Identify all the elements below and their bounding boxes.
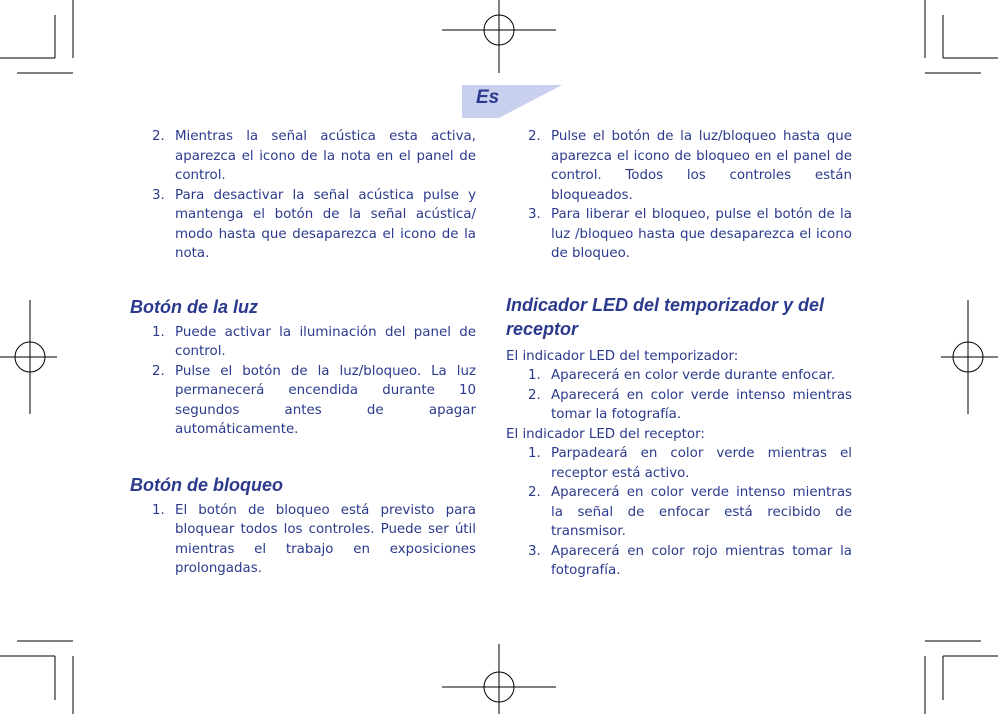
list-item	[506, 542, 852, 581]
list-number: 3.	[152, 187, 165, 203]
list-item	[130, 362, 476, 440]
list-number: 3.	[528, 207, 541, 222]
list-text: Aparecerá en color verde durante enfocar.	[551, 368, 836, 383]
list-text: Aparecerá en color verde intenso mientras la señal de enfocar está recibido de transmisor.	[551, 485, 852, 539]
list-item	[506, 366, 852, 386]
list-number: 1.	[528, 446, 541, 461]
list-number: 2.	[152, 363, 165, 379]
list-number: 1.	[152, 502, 165, 518]
section-heading-led: Indicador LED del temporizador y del receptor	[506, 294, 825, 339]
list-item	[130, 127, 476, 186]
list-item	[130, 323, 476, 362]
list-text: Parpadeará en color verde mientras el receptor está activo.	[551, 446, 852, 481]
list-number: 2.	[528, 485, 541, 500]
list-number: 1.	[152, 324, 165, 340]
list-text: El botón de bloqueo está previsto para bloquear todos los controles. Puede ser útil mientras el trabajo en exposiciones prolongadas.	[175, 502, 476, 576]
left-column	[130, 127, 476, 579]
list-number: 2.	[528, 387, 541, 403]
list-text: Puede activar la iluminación del panel de control.	[175, 324, 476, 359]
list-text: Pulse el botón de la luz/bloqueo. La luz permanecerá encendida durante 10 segundos antes de apagar automáticamente.	[175, 363, 476, 437]
list-item	[506, 483, 852, 542]
list-item	[130, 501, 476, 579]
right-column	[506, 127, 852, 581]
list-number: 2.	[152, 129, 165, 144]
list-text: Para liberar el bloqueo, pulse el botón de la luz /bloqueo hasta que desaparezca el icono de bloqueo.	[551, 207, 852, 261]
section-heading-luz: Botón de la luz	[130, 296, 258, 317]
list-item	[506, 127, 852, 205]
section-heading-bloqueo: Botón de bloqueo	[130, 474, 283, 495]
list-item	[130, 186, 476, 264]
language-tab-label: Es	[476, 87, 500, 108]
list-number: 2.	[528, 129, 541, 144]
list-item	[506, 205, 852, 264]
list-number: 1.	[528, 368, 541, 383]
list-item	[506, 444, 852, 483]
list-text: Mientras la señal acústica esta activa, aparezca el icono de la nota en el panel de control.	[175, 129, 476, 183]
receiver-lead-text: El indicador LED del receptor:	[506, 426, 705, 442]
list-item	[506, 386, 852, 425]
list-text: Aparecerá en color verde intenso mientras tomar la fotografía.	[551, 387, 852, 422]
list-text: Pulse el botón de la luz/bloqueo hasta que aparezca el icono de bloqueo en el panel de control. Todos los controles están bloqueados.	[551, 129, 852, 203]
list-text: Aparecerá en color rojo mientras tomar la fotografía.	[551, 543, 852, 578]
list-number: 3.	[528, 543, 541, 559]
list-text: Para desactivar la señal acústica pulse y mantenga el botón de la señal acústica/ modo hasta que desaparezca el icono de la nota.	[175, 187, 476, 261]
timer-lead-text: El indicador LED del temporizador:	[506, 348, 739, 364]
